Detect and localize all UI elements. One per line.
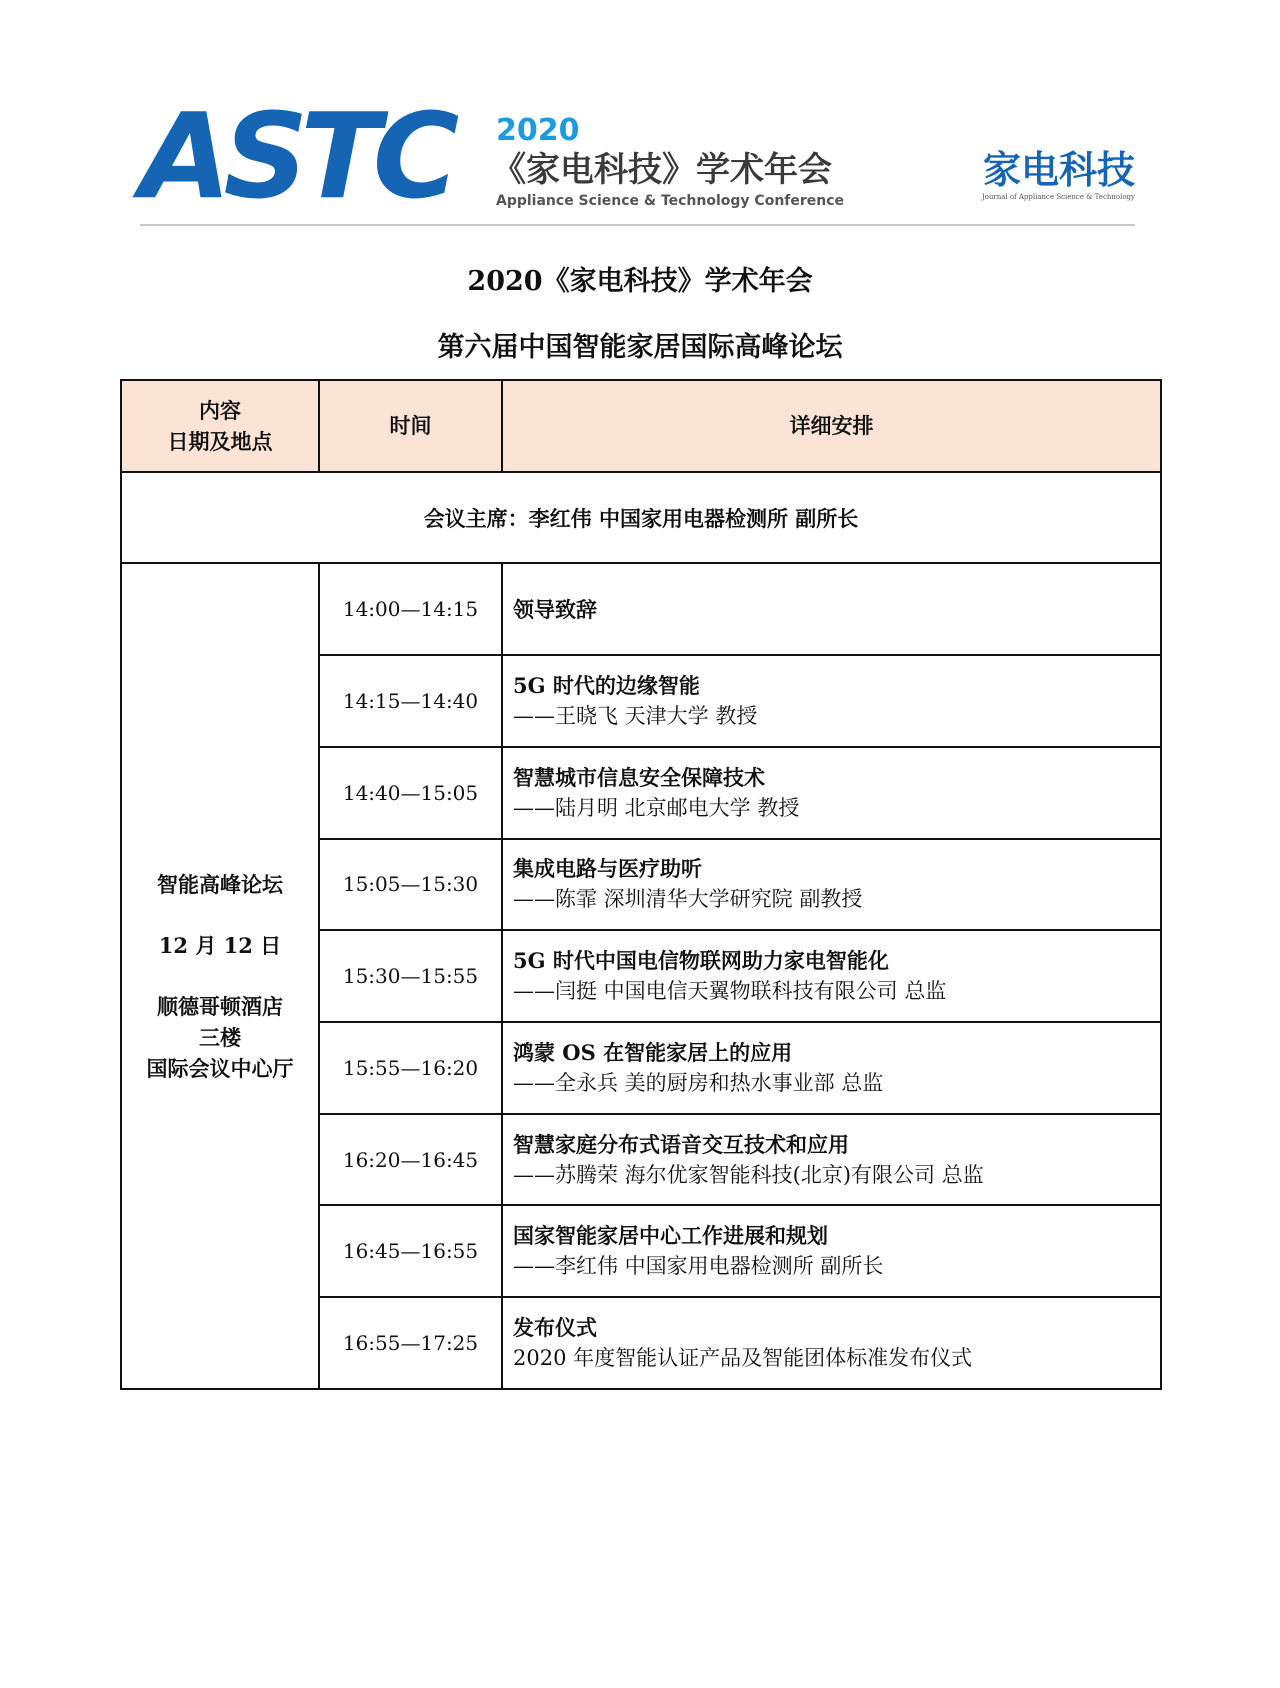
session-title: 领导致辞 xyxy=(513,596,597,622)
venue-hotel: 顺德哥顿酒店 xyxy=(157,993,283,1019)
table-header-row xyxy=(121,380,1161,472)
conference-name: 《家电科技》学术年会 xyxy=(492,150,832,190)
time-cell: 16:45—16:55 xyxy=(319,1205,502,1297)
detail-cell xyxy=(502,1114,1161,1206)
detail-cell xyxy=(502,747,1161,839)
session-title: 国家智能家居中心工作进展和规划 xyxy=(513,1223,828,1249)
header-cell-detail: 详细安排 xyxy=(502,380,1161,472)
detail-cell xyxy=(502,1205,1161,1297)
time-cell: 15:55—16:20 xyxy=(319,1022,502,1114)
session-title: 智慧城市信息安全保障技术 xyxy=(513,764,765,790)
session-title: 发布仪式 xyxy=(513,1315,597,1341)
time-cell: 16:20—16:45 xyxy=(319,1114,502,1206)
detail-cell xyxy=(502,930,1161,1022)
session-title: 集成电路与医疗助听 xyxy=(513,856,702,882)
chair-cell: 会议主席：李红伟 中国家用电器检测所 副所长 xyxy=(121,472,1161,564)
venue-forum: 智能高峰论坛 xyxy=(157,871,283,897)
session-title: 智慧家庭分布式语音交互技术和应用 xyxy=(513,1131,849,1157)
venue-cell xyxy=(121,563,319,1389)
header-venue-line1: 内容 xyxy=(199,397,241,423)
time-cell: 15:30—15:55 xyxy=(319,930,502,1022)
conference-year: 2020 xyxy=(496,113,580,148)
header-divider xyxy=(140,224,1135,226)
header xyxy=(140,87,1135,226)
detail-cell xyxy=(502,563,1161,655)
table-row xyxy=(121,563,1161,655)
header-cell-time: 时间 xyxy=(319,380,502,472)
session-speaker: ——全永兵 美的厨房和热水事业部 总监 xyxy=(513,1070,884,1095)
venue-hall: 国际会议中心厅 xyxy=(146,1055,294,1081)
session-speaker: ——陈霏 深圳清华大学研究院 副教授 xyxy=(513,887,863,912)
session-speaker: ——陆月明 北京邮电大学 教授 xyxy=(513,795,800,820)
detail-cell xyxy=(502,1022,1161,1114)
chair-row xyxy=(121,472,1161,564)
time-cell: 14:00—14:15 xyxy=(319,563,502,655)
session-speaker: ——王晓飞 天津大学 教授 xyxy=(513,704,758,729)
detail-cell xyxy=(502,655,1161,747)
session-title: 5G 时代中国电信物联网助力家电智能化 xyxy=(513,948,889,974)
document-title: 2020《家电科技》学术年会 xyxy=(467,266,813,297)
venue-date: 12 月 12 日 xyxy=(158,932,282,958)
document-subtitle: 第六届中国智能家居国际高峰论坛 xyxy=(437,332,843,363)
time-cell: 14:15—14:40 xyxy=(319,655,502,747)
astc-logo xyxy=(140,87,452,225)
header-cell-venue xyxy=(121,380,319,472)
session-title: 鸿蒙 OS 在智能家居上的应用 xyxy=(513,1039,793,1065)
session-speaker: ——李红伟 中国家用电器检测所 副所长 xyxy=(513,1254,884,1279)
header-venue-line2: 日期及地点 xyxy=(167,428,273,454)
detail-cell xyxy=(502,1297,1161,1389)
conference-name-en: Appliance Science & Technology Conference xyxy=(496,193,845,209)
time-cell: 15:05—15:30 xyxy=(319,839,502,931)
session-title: 5G 时代的边缘智能 xyxy=(513,673,700,699)
journal-logo-en: Journal of Appliance Science & Technology xyxy=(981,193,1135,201)
time-cell: 14:40—15:05 xyxy=(319,747,502,839)
logo-main-text: ASTC xyxy=(140,87,452,225)
venue-floor: 三楼 xyxy=(199,1024,241,1050)
session-speaker: ——苏腾荣 海尔优家智能科技(北京)有限公司 总监 xyxy=(513,1162,984,1187)
session-speaker: 2020 年度智能认证产品及智能团体标准发布仪式 xyxy=(513,1346,973,1371)
session-speaker: ——闫挺 中国电信天翼物联科技有限公司 总监 xyxy=(513,979,947,1004)
detail-cell xyxy=(502,839,1161,931)
time-cell: 16:55—17:25 xyxy=(319,1297,502,1389)
agenda-table xyxy=(120,379,1162,1390)
journal-logo: 家电科技 xyxy=(982,148,1135,192)
